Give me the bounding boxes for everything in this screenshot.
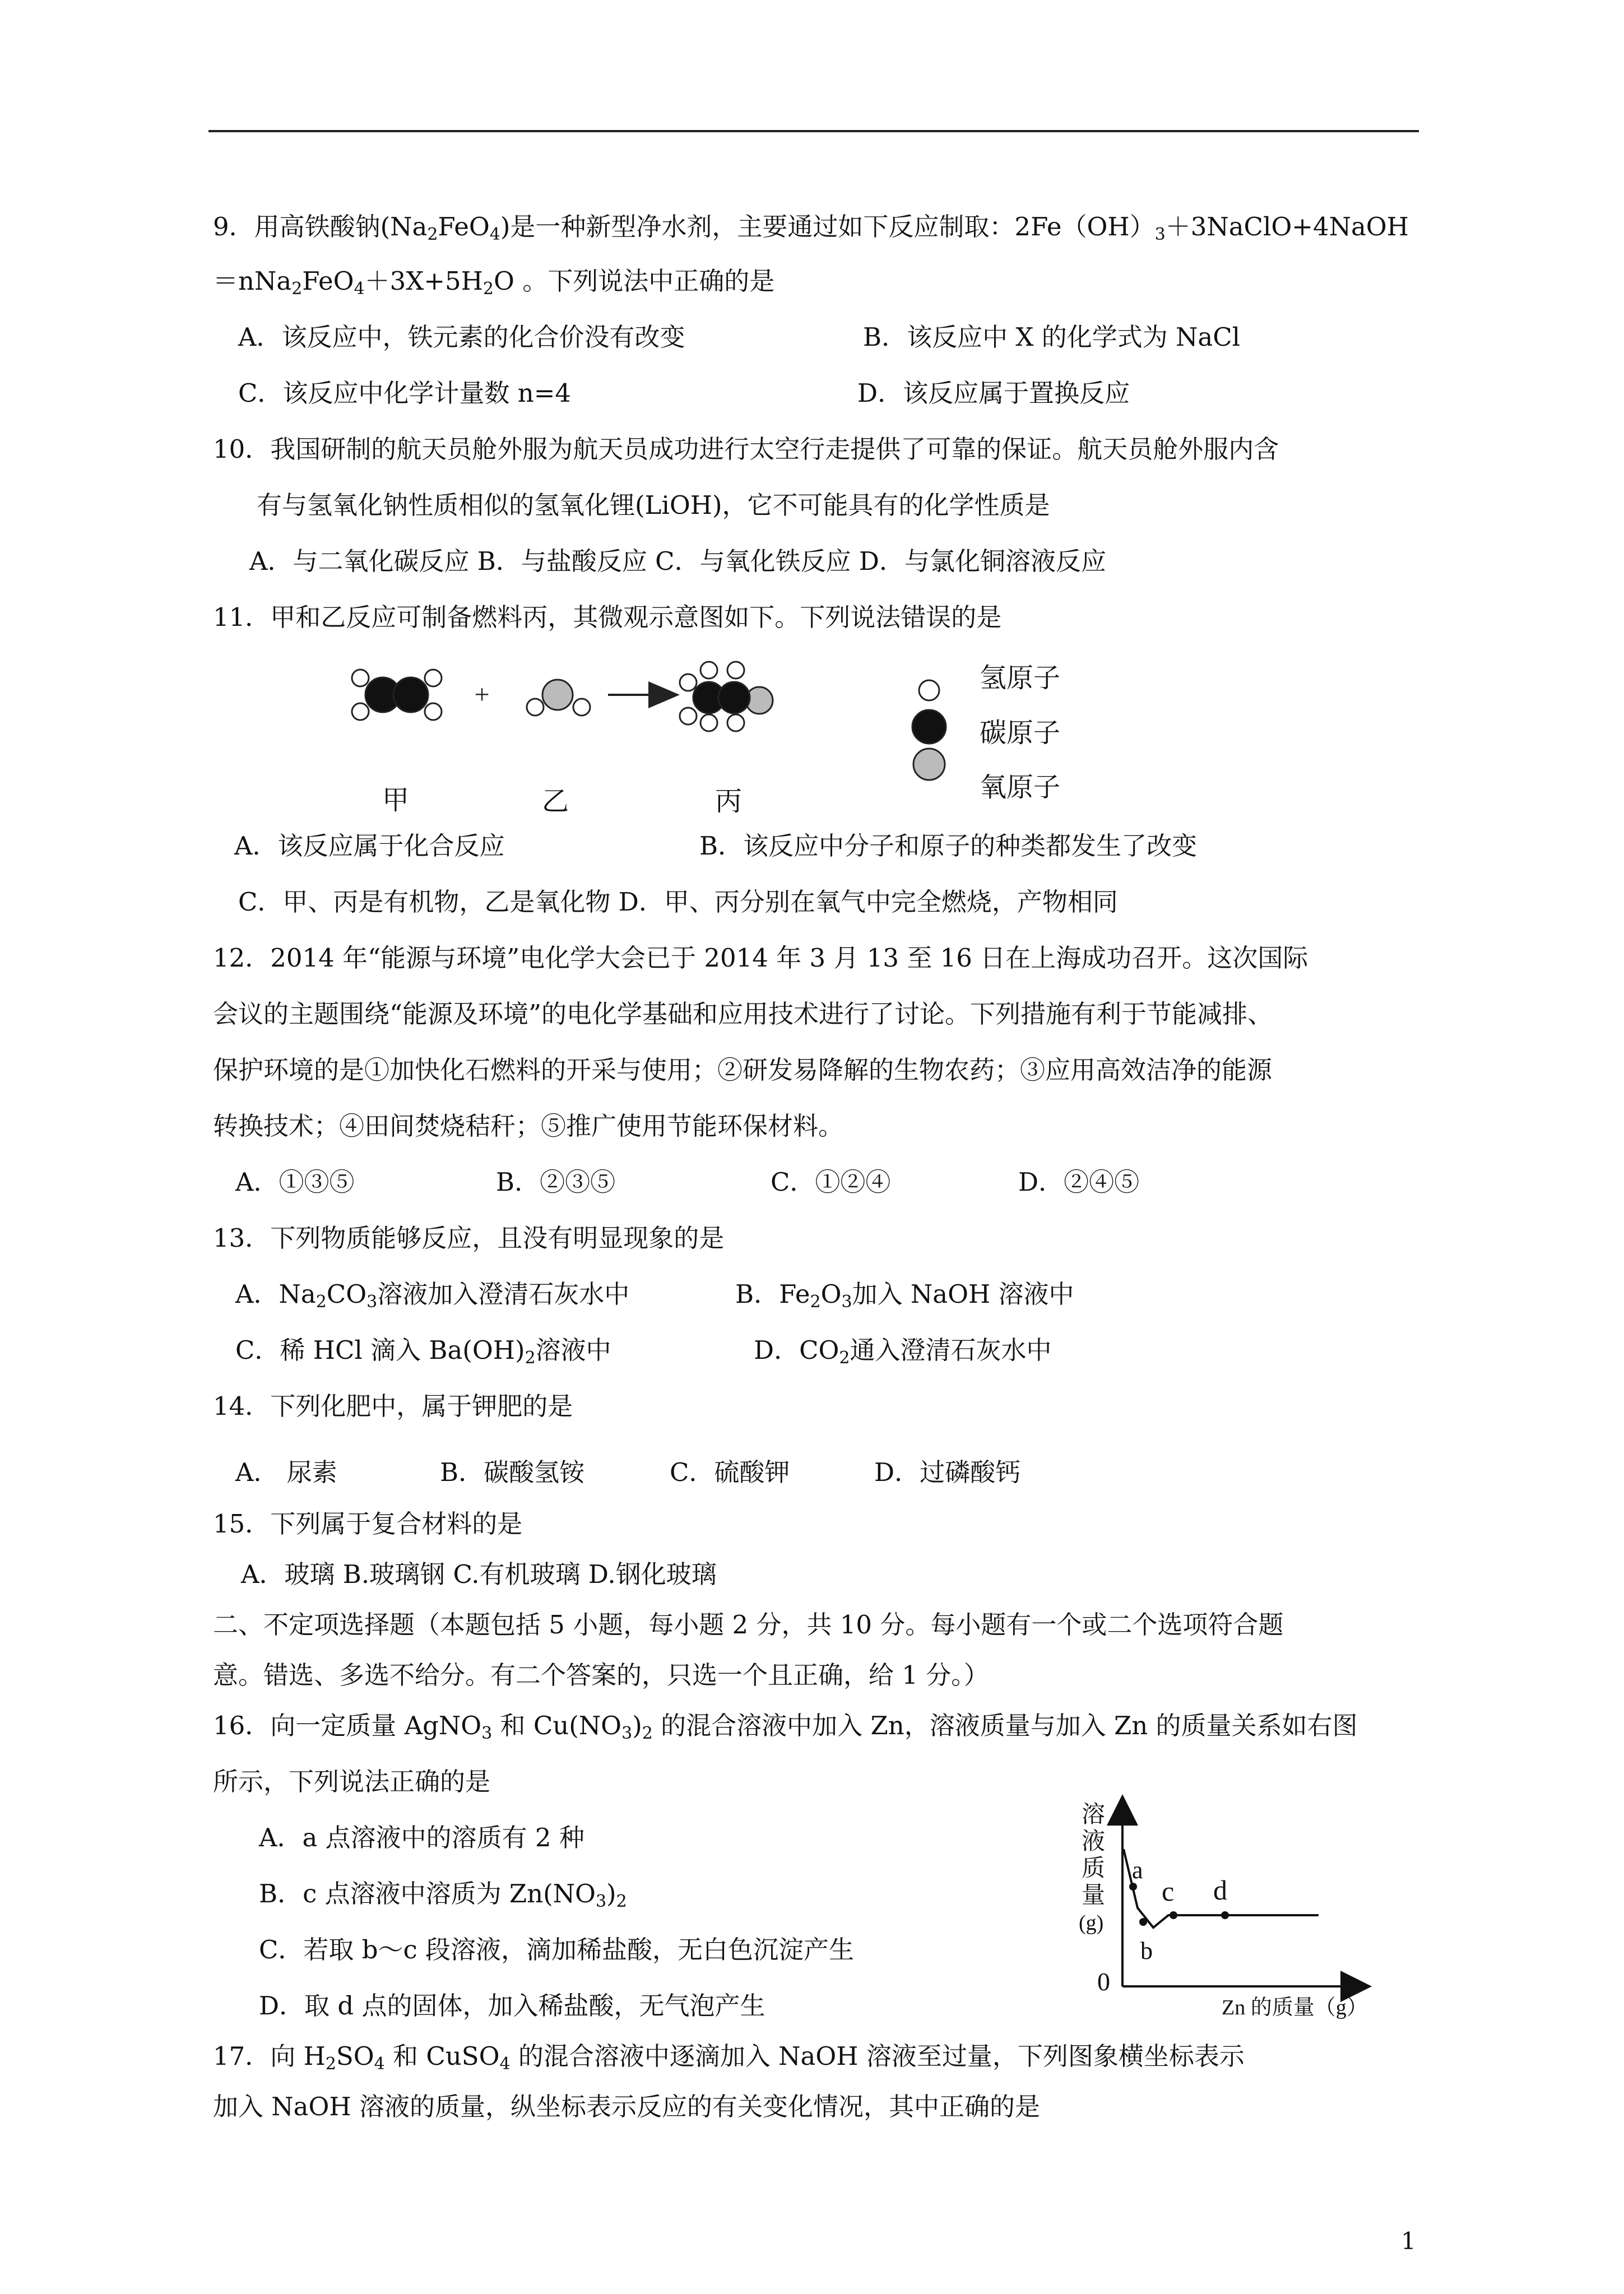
q12-option-d: D．②④⑤ <box>1018 1167 1140 1197</box>
q17-stem-line2: 加入 NaOH 溶液的质量，纵坐标表示反应的有关变化情况，其中正确的是 <box>213 2092 1040 2121</box>
svg-text:b: b <box>1140 1937 1153 1965</box>
q16-option-c: C．若取 b～c 段溶液，滴加稀盐酸，无白色沉淀产生 <box>259 1935 855 1965</box>
q12-option-b: B．②③⑤ <box>496 1167 616 1197</box>
svg-text:(g): (g) <box>1079 1911 1104 1935</box>
q13-option-a: A．$Na_2CO_3$溶液加入澄清石灰水中 <box>235 1279 630 1312</box>
label-yi: 乙 <box>542 786 569 817</box>
svg-text:c: c <box>1162 1875 1175 1907</box>
svg-text:溶: 溶 <box>1082 1802 1106 1828</box>
svg-text:0: 0 <box>1097 1967 1110 1996</box>
q14-option-b: B．碳酸氢铵 <box>440 1457 585 1487</box>
svg-text:d: d <box>1213 1874 1227 1906</box>
label-bing: 丙 <box>715 786 743 817</box>
q16-option-a: A．a 点溶液中的溶质有 2 种 <box>259 1823 584 1852</box>
svg-text:Zn 的质量（g）: Zn 的质量（g） <box>1222 1996 1368 2019</box>
svg-text:量: 量 <box>1082 1883 1106 1908</box>
q16-stem-line2: 所示，下列说法正确的是 <box>213 1767 491 1796</box>
q11-option-cd: C．甲、丙是有机物，乙是氧化物 D．甲、丙分别在氧气中完全燃烧，产物相同 <box>238 887 1118 917</box>
q12-option-c: C．①②④ <box>771 1167 891 1197</box>
point-c <box>1170 1911 1177 1919</box>
q9-option-a: A．该反应中，铁元素的化合价没有改变 <box>238 322 685 352</box>
q14-option-c: C．硫酸钾 <box>670 1457 790 1487</box>
legend-hydrogen-label: 氢原子 <box>980 662 1061 694</box>
plus-sign: + <box>474 680 490 709</box>
q9-option-d: D．该反应属于置换反应 <box>857 378 1130 408</box>
q15-stem: 15．下列属于复合材料的是 <box>213 1509 523 1539</box>
q11-stem: 11．甲和乙反应可制备燃料丙，其微观示意图如下。下列说法错误的是 <box>213 602 1002 632</box>
q9-option-c: C．该反应中化学计量数 n=4 <box>238 378 572 408</box>
q11-option-b: B．该反应中分子和原子的种类都发生了改变 <box>699 831 1198 861</box>
section2-line2: 意。错选、多选不给分。有二个答案的，只选一个且正确，给 1 分。） <box>213 1660 989 1690</box>
page-number: 1 <box>1401 2227 1416 2255</box>
legend-carbon-label: 碳原子 <box>980 717 1061 749</box>
oxygen-atom-icon <box>913 749 945 780</box>
q10-stem-line2: 有与氢氧化钠性质相似的氢氧化锂(LiOH)，它不可能具有的化学性质是 <box>257 490 1050 520</box>
q12-line1: 12．2014 年“能源与环境”电化学大会已于 2014 年 3 月 13 至 16 日在上海成功召开。这次国际 <box>213 943 1309 973</box>
section2-line1: 二、不定项选择题（本题包括 5 小题，每小题 2 分，共 10 分。每小题有一个或二个选项符合题 <box>213 1610 1284 1640</box>
q11-option-a: A．该反应属于化合反应 <box>234 831 505 861</box>
point-a <box>1129 1883 1137 1891</box>
carbon-atom-icon <box>912 710 946 744</box>
svg-text:液: 液 <box>1082 1829 1106 1855</box>
q16-option-b: B．c 点溶液中溶质为 $Zn(NO_3)_2$ <box>259 1879 627 1911</box>
q9-stem-line1: 9．用高铁酸钠$(Na_2FeO_4)$是一种新型净水剂，主要通过如下反应制取：$2Fe(OH)_3+3NaClO+4NaOH$ <box>213 212 1409 244</box>
q13-option-d: D．$CO_2$通入澄清石灰水中 <box>754 1335 1052 1368</box>
q13-option-c: C．稀 HCl 滴入 $Ba(OH)_2$溶液中 <box>235 1335 611 1368</box>
q12-option-a: A．①③⑤ <box>235 1167 355 1197</box>
q12-line3: 保护环境的是①加快化石燃料的开采与使用；②研发易降解的生物农药；③应用高效洁净的能源 <box>213 1055 1273 1085</box>
q14-option-a: A． 尿素 <box>235 1457 337 1487</box>
q15-options: A．玻璃 B.玻璃钢 C.有机玻璃 D.钢化玻璃 <box>241 1559 717 1589</box>
point-b <box>1139 1918 1147 1926</box>
svg-text:a: a <box>1132 1856 1143 1884</box>
svg-text:质: 质 <box>1082 1856 1106 1882</box>
q13-stem: 13．下列物质能够反应，且没有明显现象的是 <box>213 1223 725 1253</box>
molecule-bing <box>680 662 773 731</box>
legend-atoms <box>912 680 946 780</box>
q14-stem: 14．下列化肥中，属于钾肥的是 <box>213 1391 573 1421</box>
q12-line2: 会议的主题围绕“能源及环境”的电化学基础和应用技术进行了讨论。下列措施有利于节能减排、 <box>213 999 1273 1029</box>
q16-stem-line1: 16．向一定质量 AgNO$_3$ 和 $Cu(NO_3)_2$ 的混合溶液中加入 Zn，溶液质量与加入 Zn 的质量关系如右图 <box>213 1711 1358 1743</box>
q17-stem-line1: 17．向 $H_2SO_4$ 和 CuSO$_4$ 的混合溶液中逐滴加入 NaOH 溶液至过量，下列图象横坐标表示 <box>213 2041 1245 2074</box>
hydrogen-atom-icon <box>919 680 939 700</box>
legend-oxygen-label: 氧原子 <box>980 772 1061 803</box>
q9-stem-line2: $=nNa_2FeO_4+3X+5H_2O$ 。下列说法中正确的是 <box>213 266 775 299</box>
q10-options: A．与二氧化碳反应 B．与盐酸反应 C．与氧化铁反应 D．与氯化铜溶液反应 <box>249 546 1106 576</box>
q16-option-d: D．取 d 点的固体，加入稀盐酸，无气泡产生 <box>259 1991 765 2021</box>
molecule-jia <box>352 670 442 720</box>
point-d <box>1221 1911 1229 1919</box>
q16-graph <box>1065 1787 1390 2023</box>
q12-line4: 转换技术；④田间焚烧秸秆；⑤推广使用节能环保材料。 <box>213 1111 844 1141</box>
q10-stem-line1: 10．我国研制的航天员舱外服为航天员成功进行太空行走提供了可靠的保证。航天员舱外服内含 <box>213 434 1279 464</box>
molecule-yi <box>527 680 590 716</box>
q9-option-b: B．该反应中 X 的化学式为 NaCl <box>863 322 1241 352</box>
label-jia: 甲 <box>382 784 410 816</box>
q13-option-b: B．$Fe_2O_3$加入 NaOH 溶液中 <box>735 1279 1074 1312</box>
header-rule <box>208 130 1419 132</box>
q14-option-d: D．过磷酸钙 <box>874 1457 1021 1487</box>
